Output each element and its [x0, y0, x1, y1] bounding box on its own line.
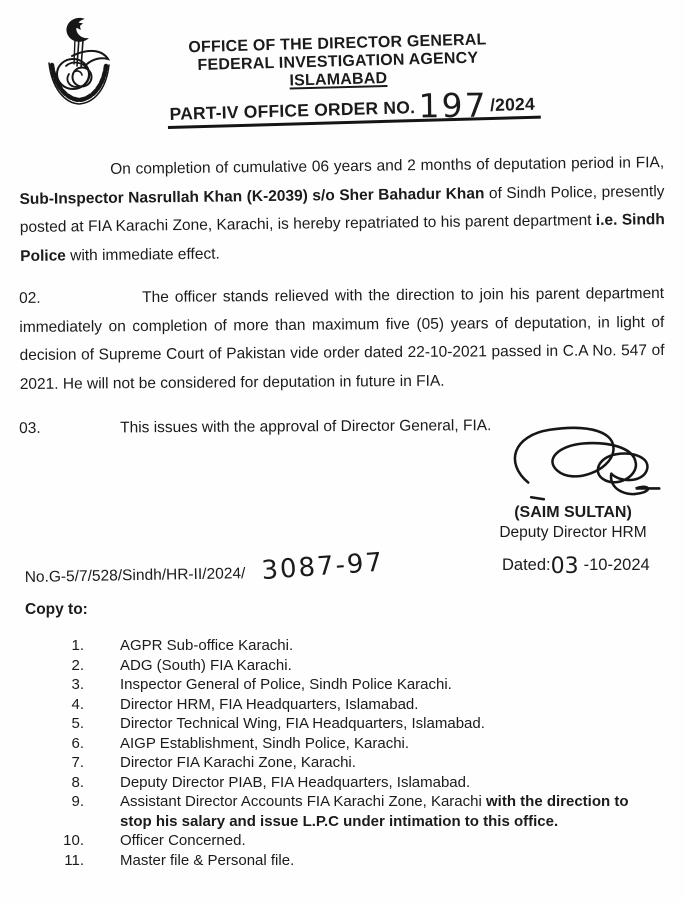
- copy-item-number: 3.: [71, 676, 84, 693]
- para1-parent-dept: i.e. Sindh Police: [20, 211, 665, 265]
- copy-item: [40, 695, 652, 715]
- paragraph-1: [19, 149, 665, 271]
- city-line: ISLAMABAD: [289, 70, 388, 90]
- date-rest: -10-2024: [583, 556, 650, 574]
- copy-item-text: AIGP Establishment, Sindh Police, Karachi.: [120, 734, 410, 752]
- paragraph-2-number: 02.: [19, 289, 41, 307]
- copy-item: [40, 753, 652, 773]
- copy-item-text: Director Technical Wing, FIA Headquarters, Islamabad.: [120, 715, 485, 732]
- copy-item-text: Director FIA Karachi Zone, Karachi.: [120, 754, 356, 771]
- date-line: [502, 554, 650, 579]
- copy-item-number: 7.: [71, 754, 84, 771]
- copy-item: [40, 773, 652, 793]
- copy-to-list: [40, 636, 652, 870]
- signer-name: (SAIM SULTAN): [514, 504, 632, 521]
- signature-block: [478, 503, 668, 543]
- paragraph-3-text: This issues with the approval of Director General, FIA.: [120, 417, 492, 437]
- para1-officer-name: Sub-Inspector Nasrullah Khan (K-2039) s/o Sher Bahadur Khan: [19, 184, 485, 208]
- copy-item-number: 2.: [71, 656, 84, 674]
- signature-scribble: [498, 420, 666, 508]
- copy-item-text-normal: Assistant Director Accounts FIA Karachi Zone, Karachi: [120, 793, 486, 810]
- copy-item-number: 6.: [71, 734, 84, 752]
- paragraph-2-text: The officer stands relieved with the direction to join his parent department immediately on completion of more than maximum five (05) years of deputation, in light of decision of Supreme Court of Pakistan vide order dated 22-10-2021 passed in C.A No. 547 of 2021. He will not be considered for deputation in future in FIA.: [19, 284, 665, 393]
- para1-text-3: with immediate effect.: [65, 245, 220, 264]
- copy-item-number: 11.: [64, 851, 84, 869]
- date-label: Dated:: [502, 556, 551, 574]
- handwritten-date-day: 03: [550, 554, 579, 579]
- copy-item-text: Officer Concerned.: [120, 832, 246, 849]
- copy-item: [40, 851, 652, 871]
- copy-item-text: ADG (South) FIA Karachi.: [120, 656, 292, 674]
- copy-item-text: [120, 792, 652, 831]
- agency-line: FEDERAL INVESTIGATION AGENCY: [197, 49, 479, 74]
- office-line: OFFICE OF THE DIRECTOR GENERAL: [188, 31, 487, 57]
- signer-title: Deputy Director HRM: [499, 524, 647, 541]
- paragraph-3: [19, 412, 519, 444]
- handwritten-dispatch-number: 3087-97: [260, 547, 385, 587]
- copy-item: [40, 831, 652, 851]
- copy-item-text: Director HRM, FIA Headquarters, Islamabad.: [120, 695, 419, 713]
- copy-item-text: Deputy Director PIAB, FIA Headquarters, Islamabad.: [120, 773, 471, 791]
- copy-item: [40, 734, 652, 754]
- order-label: PART-IV OFFICE ORDER NO.: [169, 97, 416, 124]
- copy-item: [40, 656, 652, 676]
- paragraph-2: [19, 280, 665, 399]
- copy-item: [40, 792, 652, 831]
- copy-item-number: 1.: [71, 637, 84, 654]
- copy-item-number: 4.: [71, 695, 84, 713]
- reference-line: [24, 547, 385, 591]
- copy-item-text: AGPR Sub-office Karachi.: [120, 637, 294, 654]
- copy-item-text: Inspector General of Police, Sindh Police Karachi.: [120, 676, 452, 693]
- para1-text: On completion of cumulative 06 years and 2 months of deputation period in FIA,: [110, 154, 665, 178]
- copy-item-number: 8.: [71, 773, 84, 791]
- copy-item: [40, 636, 652, 656]
- order-year: /2024: [489, 93, 536, 115]
- copy-to-label: Copy to:: [25, 601, 88, 618]
- copy-item: [40, 675, 652, 695]
- reference-number: No.G-5/7/528/Sindh/HR-II/2024/: [24, 565, 246, 587]
- order-number-underline: [167, 85, 541, 129]
- copy-item-number: 9.: [71, 793, 84, 810]
- copy-item-number: 10.: [63, 832, 84, 849]
- handwritten-order-number: 197: [417, 85, 488, 126]
- order-number-line: [167, 85, 638, 129]
- copy-item-text: Master file & Personal file.: [120, 851, 295, 869]
- copy-item-text-bold: with the direction to stop his salary and issue L.P.C under intimation to this office.: [120, 793, 629, 830]
- copy-item-number: 5.: [71, 715, 84, 732]
- paragraph-3-number: 03.: [19, 419, 41, 437]
- letterhead: [157, 31, 518, 94]
- fia-emblem-icon: [44, 16, 114, 108]
- copy-item: [40, 714, 652, 734]
- para1-text-2: of Sindh Police, presently posted at FIA Karachi Zone, Karachi, is hereby repatriated to his parent department: [19, 182, 665, 236]
